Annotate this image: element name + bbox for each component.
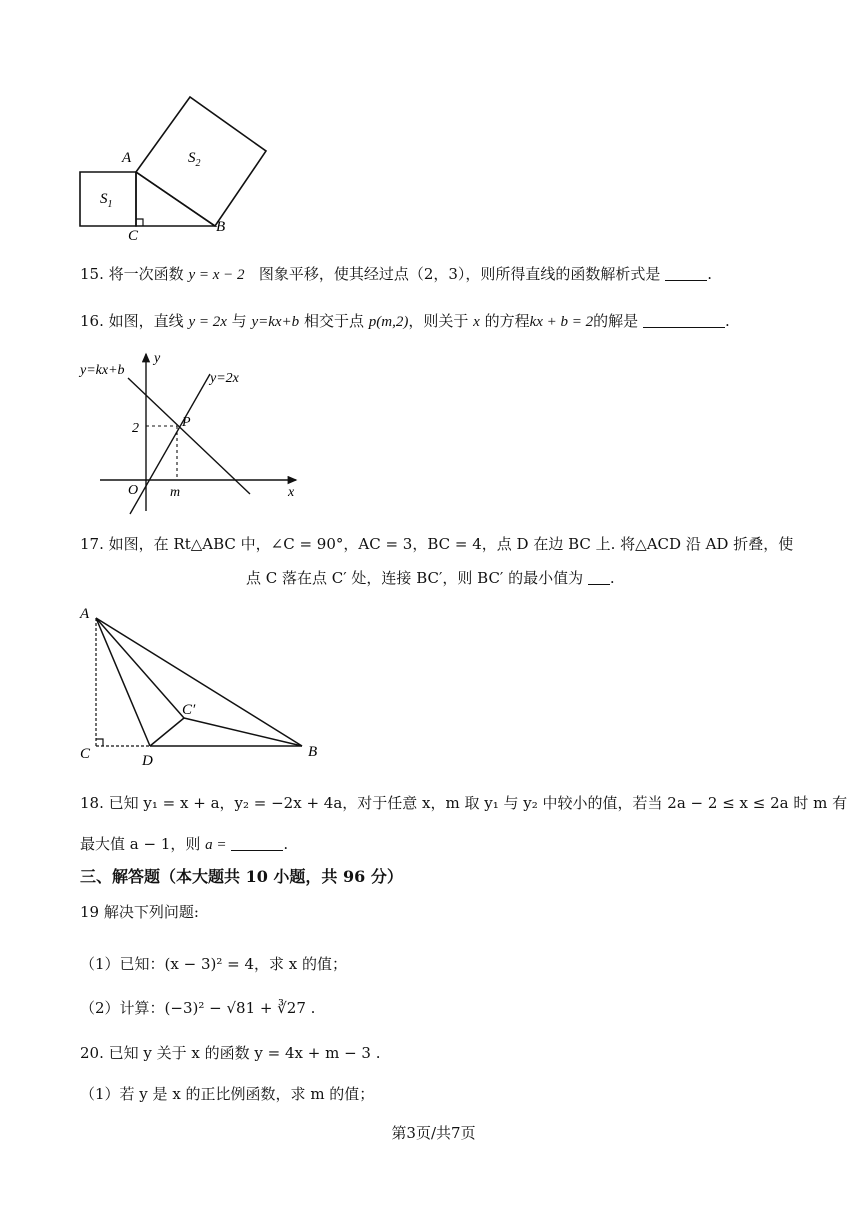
q17-line2-text: 点 C 落在点 C′ 处，连接 BC′，则 BC′ 的最小值为 bbox=[246, 569, 584, 587]
label-b: B bbox=[216, 219, 226, 235]
q16-formula-2: y=kx+b bbox=[251, 314, 300, 330]
q16-formula-1: y = 2x bbox=[188, 314, 227, 330]
q16-text-4: ，则关于 bbox=[408, 312, 469, 330]
figure-q16-lines bbox=[78, 346, 308, 518]
label-y-axis: y bbox=[154, 351, 161, 366]
q19-part-1: （1）已知：(x − 3)² = 4，求 x 的值； bbox=[80, 955, 348, 973]
question-18-line-2 bbox=[80, 834, 288, 855]
label-x-axis: x bbox=[288, 485, 295, 500]
segment-c-prime-b bbox=[184, 718, 302, 746]
right-angle-marker-c bbox=[96, 739, 103, 746]
q18-answer-blank[interactable] bbox=[231, 836, 283, 851]
q16-text-1: 如图，直线 bbox=[108, 312, 184, 330]
figure-q17-triangle bbox=[74, 600, 324, 772]
q15-text-1: 将一次函数 bbox=[108, 265, 184, 283]
label-a: A bbox=[122, 150, 132, 166]
figure-q14-squares bbox=[70, 90, 290, 240]
q16-text-5: 的方程 bbox=[484, 312, 530, 330]
segment-ac-prime bbox=[96, 618, 184, 718]
label-line-2x: y=2x bbox=[210, 371, 239, 386]
q16-number: 16. bbox=[80, 312, 104, 330]
q17-number: 17. bbox=[80, 535, 104, 553]
label-c-prime: C′ bbox=[182, 702, 196, 718]
q16-answer-blank[interactable] bbox=[643, 313, 725, 328]
section-3-title: 三、解答题（本大题共 10 小题，共 96 分） bbox=[80, 867, 403, 886]
label-c: C bbox=[128, 228, 139, 240]
q16-formula-3: p(m,2) bbox=[368, 314, 409, 330]
page-footer: 第3页/共7页 bbox=[391, 1124, 476, 1142]
segment-c-prime-d bbox=[150, 718, 184, 746]
label-m: m bbox=[170, 485, 181, 500]
label-c: C bbox=[80, 746, 91, 762]
q17-line1-text: 如图，在 Rt△ABC 中，∠C = 90°，AC = 3，BC = 4，点 D 在边 BC 上. 将△ACD 沿 AD 折叠，使 bbox=[108, 535, 794, 553]
label-y-tick-2: 2 bbox=[132, 421, 139, 436]
segment-ab bbox=[96, 618, 302, 746]
q17-end: . bbox=[609, 569, 615, 587]
q16-formula-4: x bbox=[473, 314, 480, 330]
q17-answer-blank[interactable] bbox=[588, 570, 610, 585]
q15-end: . bbox=[707, 265, 712, 283]
q19-header: 19 解决下列问题: bbox=[80, 903, 199, 921]
q16-text-2: 与 bbox=[231, 312, 247, 330]
label-a: A bbox=[80, 606, 90, 622]
q16-end: . bbox=[724, 312, 730, 330]
q15-answer-blank[interactable] bbox=[665, 266, 707, 281]
label-origin: O bbox=[128, 483, 139, 498]
q15-formula: y = x − 2 bbox=[188, 267, 245, 283]
label-s1: $S_1$ bbox=[100, 191, 113, 210]
q16-text-6: 的解是 bbox=[593, 312, 639, 330]
q19-part-2: （2）计算：(−3)² − √81 + ∛27 . bbox=[80, 999, 316, 1017]
question-17-line-1 bbox=[80, 534, 793, 554]
label-line-kxb: y=kx+b bbox=[80, 363, 125, 378]
q15-text-2: 图象平移，使其经过点（2，3），则所得直线的函数解析式是 bbox=[258, 265, 661, 283]
question-18-line-1 bbox=[80, 793, 847, 813]
q18-line2-text: 最大值 a − 1，则 bbox=[80, 835, 201, 853]
q18-line2-formula: a = bbox=[205, 837, 227, 853]
question-16 bbox=[80, 311, 730, 332]
segment-ad bbox=[96, 618, 150, 746]
right-angle-marker bbox=[136, 219, 143, 226]
q18-line1-text: 已知 y₁ = x + a，y₂ = −2x + 4a，对于任意 x，m 取 y₁ 与 y₂ 中较小的值，若当 2a − 2 ≤ x ≤ 2a 时 m 有 bbox=[108, 794, 848, 812]
square-s2 bbox=[136, 97, 266, 226]
label-b: B bbox=[308, 744, 318, 760]
q16-formula-5: kx + b = 2 bbox=[529, 314, 594, 330]
label-d: D bbox=[142, 753, 153, 769]
q20-part-1: （1）若 y 是 x 的正比例函数，求 m 的值； bbox=[80, 1085, 375, 1103]
label-s2: $S_2$ bbox=[188, 150, 201, 169]
q15-number: 15. bbox=[80, 265, 104, 283]
q18-number: 18. bbox=[80, 794, 104, 812]
q18-end: . bbox=[283, 835, 289, 853]
label-point-p: P bbox=[182, 415, 191, 430]
q20-header: 20. 已知 y 关于 x 的函数 y = 4x + m − 3 . bbox=[80, 1044, 381, 1062]
question-15 bbox=[80, 264, 712, 285]
question-17-line-2 bbox=[246, 568, 615, 588]
q16-text-3: 相交于点 bbox=[303, 312, 364, 330]
